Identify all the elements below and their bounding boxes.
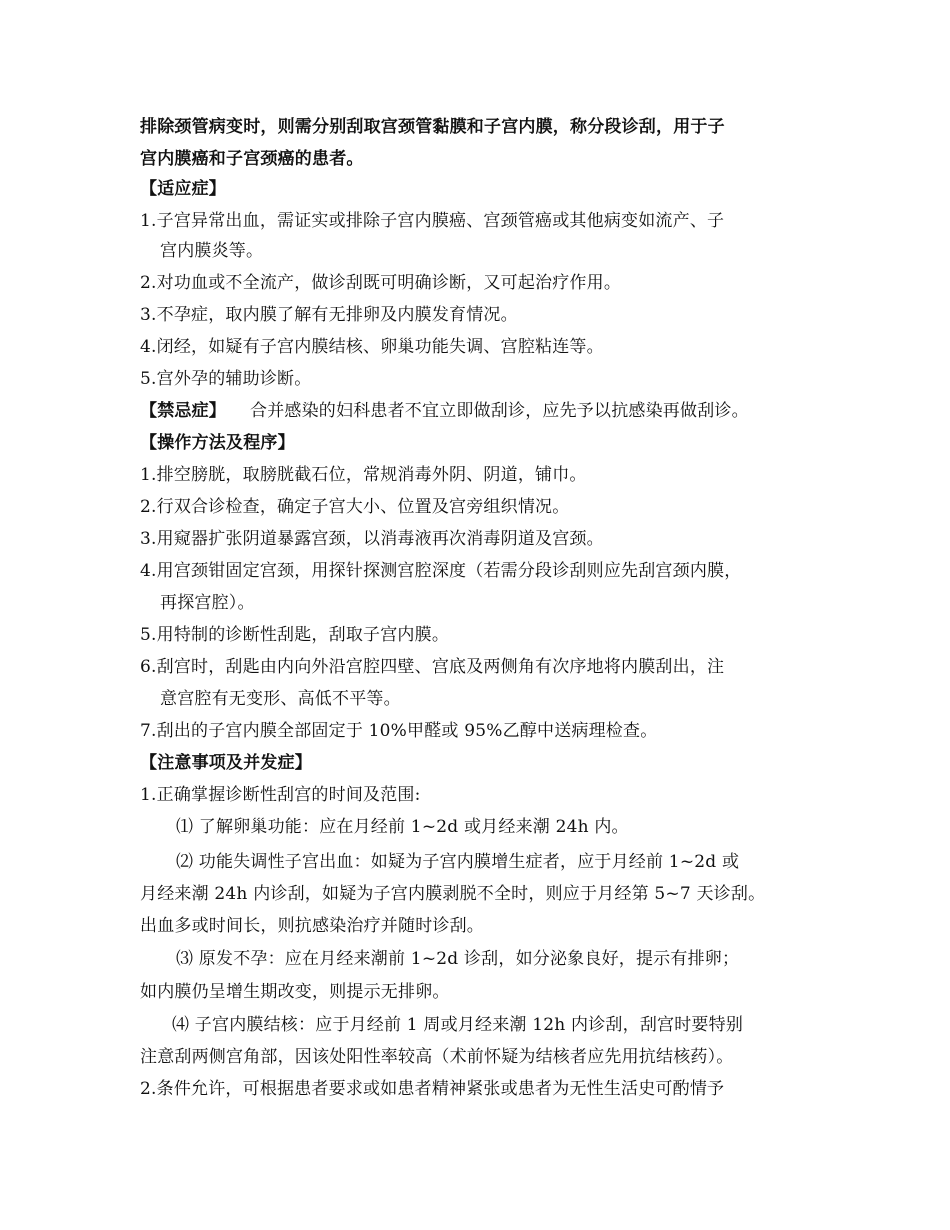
procedure-heading: 【操作方法及程序】 xyxy=(140,433,295,453)
intro-line-1: 排除颈管病变时，则需分别刮取宫颈管黏膜和子宫内膜，称分段诊刮，用于子 xyxy=(140,117,725,137)
precaution-line-1: 1.正确掌握诊断性刮宫的时间及范围: xyxy=(140,785,421,805)
precaution-line-9: 注意刮两侧宫角部，因该处阳性率较高（术前怀疑为结核者应先用抗结核药）。 xyxy=(140,1047,734,1067)
precaution-line-3: ⑵ 功能失调性子宫出血：如疑为子宫内膜增生症者，应于月经前 1~2d 或 xyxy=(176,852,740,872)
indication-item-1: 1.子宫异常出血，需证实或排除子宫内膜癌、宫颈管癌或其他病变如流产、子 xyxy=(140,211,725,231)
procedure-item-3: 3.用窥器扩张阴道暴露宫颈，以消毒液再次消毒阴道及宫颈。 xyxy=(140,529,604,549)
precaution-line-4: 月经来潮 24h 内诊刮，如疑为子宫内膜剥脱不全时，则应于月经第 5~7 天诊刮。 xyxy=(140,884,766,904)
procedure-item-6: 6.刮宫时，刮匙由内向外沿宫腔四壁、宫底及两侧角有次序地将内膜刮出，注 xyxy=(140,657,725,677)
precaution-line-5: 出血多或时间长，则抗感染治疗并随时诊刮。 xyxy=(140,916,484,936)
indication-item-2: 2.对功血或不全流产，做诊刮既可明确诊断，又可起治疗作用。 xyxy=(140,273,622,293)
procedure-item-7: 7.刮出的子宫内膜全部固定于 10%甲醛或 95%乙醇中送病理检查。 xyxy=(140,721,658,741)
precaution-line-2: ⑴ 了解卵巢功能：应在月经前 1~2d 或月经来潮 24h 内。 xyxy=(176,817,629,837)
indication-item-1-cont: 宫内膜炎等。 xyxy=(160,241,264,261)
precaution-line-10: 2.条件允许，可根据患者要求或如患者精神紧张或患者为无性生活史可酌情予 xyxy=(140,1079,725,1099)
procedure-item-5: 5.用特制的诊断性刮匙，刮取子宫内膜。 xyxy=(140,625,450,645)
procedure-item-6-cont: 意宫腔有无变形、高低不平等。 xyxy=(160,689,401,709)
indication-item-3: 3.不孕症，取内膜了解有无排卵及内膜发育情况。 xyxy=(140,305,518,325)
indications-heading: 【适应症】 xyxy=(140,179,226,199)
procedure-item-4: 4.用宫颈钳固定宫颈，用探针探测宫腔深度（若需分段诊刮则应先刮宫颈内膜， xyxy=(140,561,742,581)
precautions-heading: 【注意事项及并发症】 xyxy=(140,753,312,773)
procedure-item-4-cont: 再探宫腔）。 xyxy=(160,593,255,613)
indication-item-5: 5.宫外孕的辅助诊断。 xyxy=(140,369,312,389)
contraindications-heading: 【禁忌症】 xyxy=(140,401,226,421)
procedure-item-1: 1.排空膀胱，取膀胱截石位，常规消毒外阴、阴道，铺巾。 xyxy=(140,465,587,485)
precaution-line-7: 如内膜仍呈增生期改变，则提示无排卵。 xyxy=(140,982,450,1002)
contraindications-line xyxy=(140,400,749,422)
precaution-line-8: ⑷ 子宫内膜结核：应于月经前 1 周或月经来潮 12h 内诊刮，刮宫时要特别 xyxy=(172,1015,744,1035)
precaution-line-6: ⑶ 原发不孕：应在月经来潮前 1~2d 诊刮，如分泌象良好，提示有排卵； xyxy=(176,949,740,969)
contraindications-text: 合并感染的妇科患者不宜立即做刮诊，应先予以抗感染再做刮诊。 xyxy=(250,401,749,421)
indication-item-4: 4.闭经，如疑有子宫内膜结核、卵巢功能失调、宫腔粘连等。 xyxy=(140,337,604,357)
procedure-item-2: 2.行双合诊检查，确定子宫大小、位置及宫旁组织情况。 xyxy=(140,497,570,517)
intro-line-2: 宫内膜癌和子宫颈癌的患者。 xyxy=(140,149,364,169)
